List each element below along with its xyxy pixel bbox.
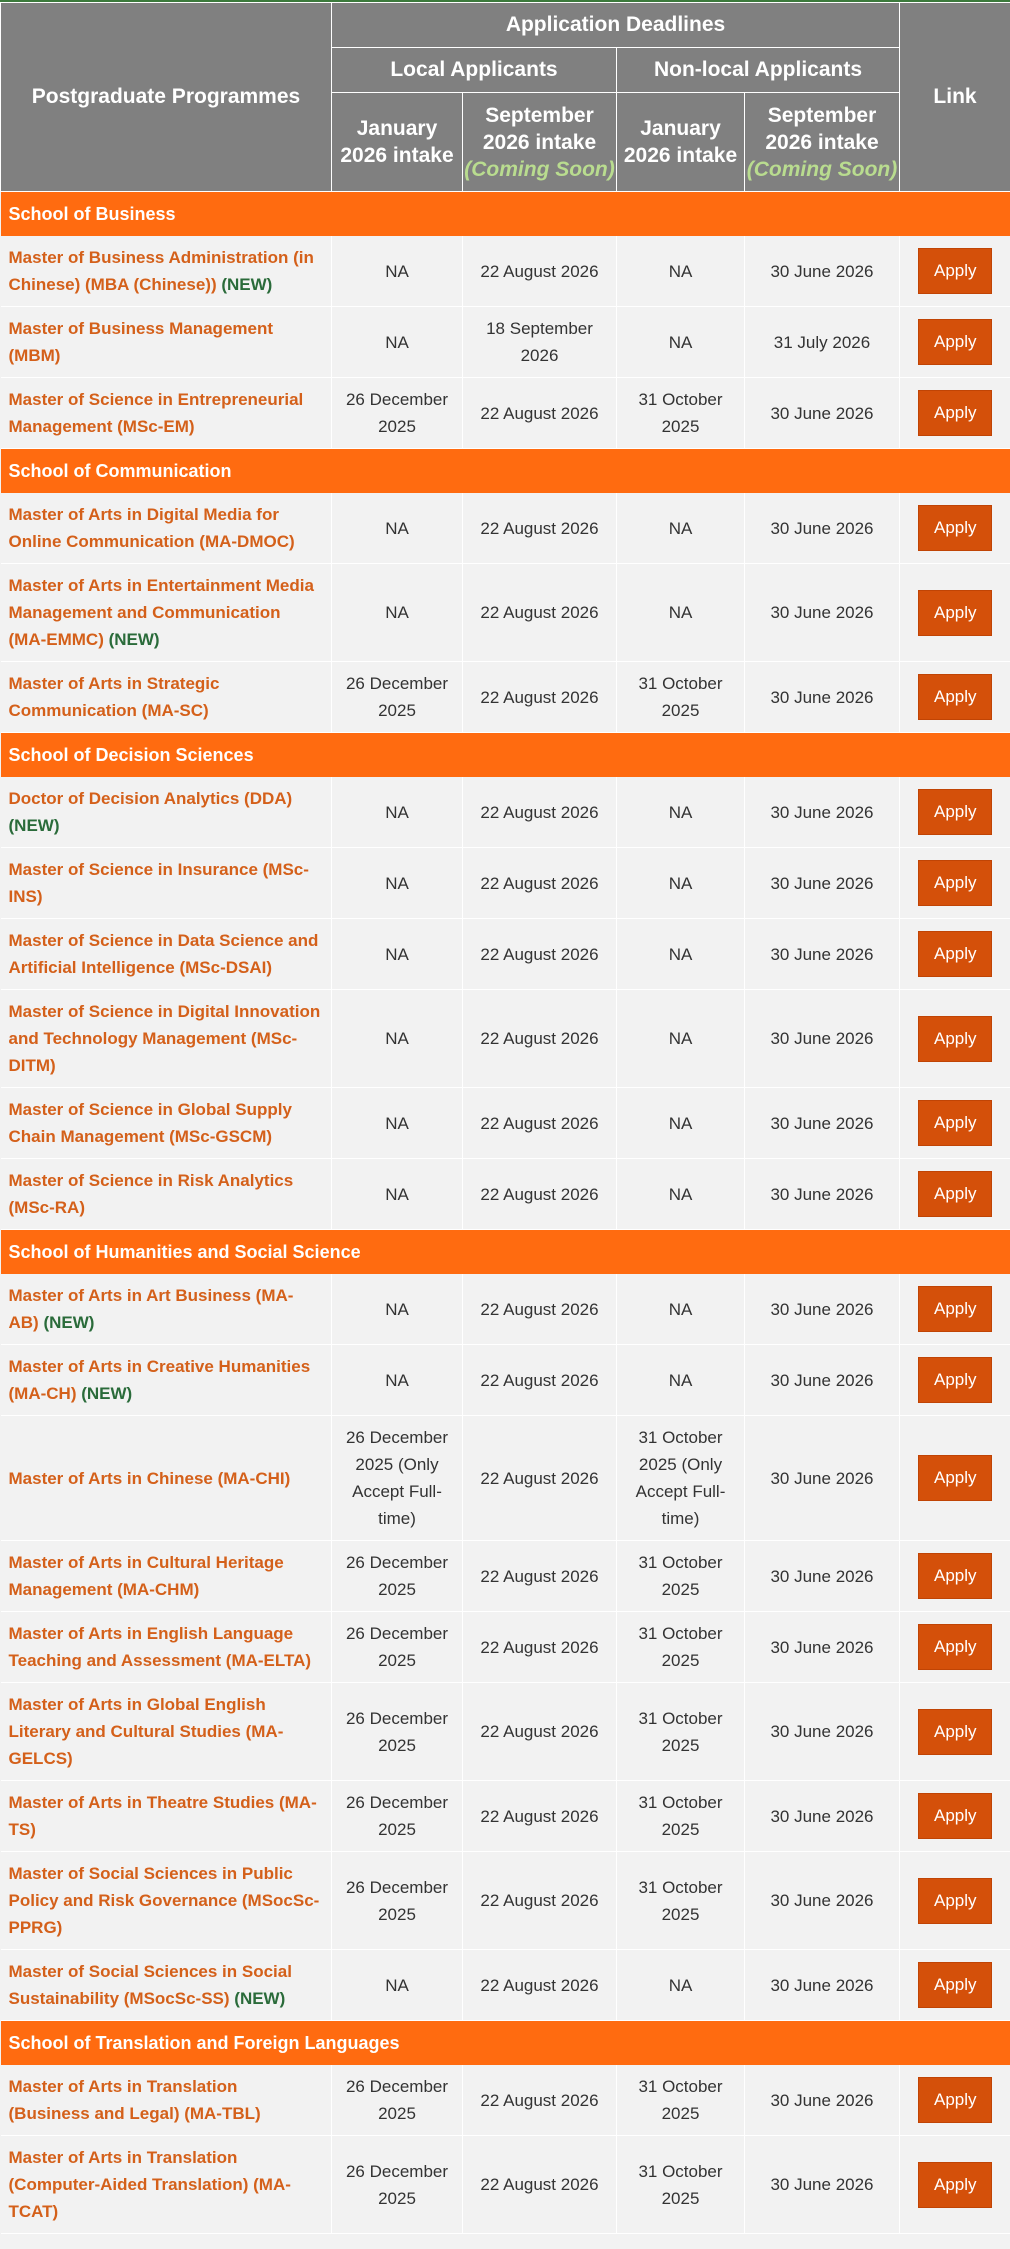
local-january-deadline: 26 December 2025 [332,1683,463,1781]
apply-button[interactable]: Apply [918,1286,992,1332]
nonlocal-september-deadline: 31 July 2026 [745,307,900,378]
programme-cell [1,2136,332,2234]
nonlocal-september-deadline: 30 June 2026 [745,1345,900,1416]
local-january-deadline: 26 December 2025 [332,378,463,449]
programme-link[interactable]: Master of Arts in Global English Literary and Cultural Studies (MA-GELCS) [8,1695,284,1768]
programme-link[interactable]: Master of Arts in Chinese (MA-CHI) [8,1468,291,1488]
link-cell [900,777,1010,848]
programme-cell [1,493,332,564]
nonlocal-january-deadline: 31 October 2025 [617,2136,745,2234]
local-january-deadline: 26 December 2025 [332,1541,463,1612]
header-nonlocal-september-intake: September 2026 intake (Coming Soon) [745,93,900,192]
local-january-deadline: NA [332,1088,463,1159]
programme-link[interactable]: Master of Arts in Digital Media for Online Communication (MA-DMOC) [8,505,295,551]
nonlocal-september-deadline: 30 June 2026 [745,1612,900,1683]
nonlocal-january-deadline: NA [617,848,745,919]
link-cell [900,2136,1010,2234]
link-cell [900,1950,1010,2021]
nonlocal-january-deadline: NA [617,493,745,564]
local-january-deadline: 26 December 2025 [332,2065,463,2136]
local-september-deadline: 22 August 2026 [463,848,617,919]
link-cell [900,307,1010,378]
link-cell [900,1781,1010,1852]
local-january-deadline: 26 December 2025 [332,662,463,733]
nonlocal-january-deadline: 31 October 2025 [617,1852,745,1950]
local-september-deadline: 22 August 2026 [463,2136,617,2234]
local-september-deadline: 22 August 2026 [463,564,617,662]
new-badge: (NEW) [221,275,273,294]
new-badge: (NEW) [81,1384,133,1403]
table-header [1,3,1010,192]
school-name: School of Communication [1,449,1010,494]
nonlocal-september-deadline: 30 June 2026 [745,1416,900,1541]
local-january-deadline: NA [332,564,463,662]
programme-link[interactable]: Master of Science in Entrepreneurial Management (MSc-EM) [8,390,304,436]
header-programmes: Postgraduate Programmes [1,3,332,192]
programme-link[interactable]: Master of Arts in English Language Teaching and Assessment (MA-ELTA) [8,1624,312,1670]
school-name: School of Humanities and Social Science [1,1230,1010,1275]
table-row [1,564,1010,662]
programme-link[interactable]: Master of Science in Digital Innovation and Technology Management (MSc-DITM) [8,1002,321,1075]
local-january-deadline: 26 December 2025 [332,1781,463,1852]
link-cell [900,1159,1010,1230]
programme-link[interactable]: Master of Science in Global Supply Chain Management (MSc-GSCM) [8,1100,292,1146]
apply-button[interactable]: Apply [918,1553,992,1599]
programme-link[interactable]: Master of Arts in Translation (Business and Legal) (MA-TBL) [8,2077,261,2123]
new-badge: (NEW) [43,1313,95,1332]
link-cell [900,564,1010,662]
programme-link[interactable]: Master of Business Administration (in Chinese) (MBA (Chinese)) [8,248,314,294]
table-row [1,777,1010,848]
local-september-deadline: 22 August 2026 [463,777,617,848]
school-name: School of Decision Sciences [1,733,1010,778]
nonlocal-january-deadline: NA [617,1088,745,1159]
local-september-deadline: 22 August 2026 [463,919,617,990]
table-row [1,848,1010,919]
programme-cell [1,1852,332,1950]
nonlocal-september-deadline: 30 June 2026 [745,1159,900,1230]
local-september-deadline: 18 September 2026 [463,307,617,378]
local-january-deadline: NA [332,1274,463,1345]
nonlocal-january-deadline: NA [617,777,745,848]
programme-link[interactable]: Master of Arts in Cultural Heritage Management (MA-CHM) [8,1553,284,1599]
header-application-deadlines: Application Deadlines [332,3,900,48]
link-cell [900,236,1010,307]
programme-link[interactable]: Master of Arts in Translation (Computer-Aided Translation) (MA-TCAT) [8,2148,291,2221]
local-january-deadline: NA [332,307,463,378]
nonlocal-september-deadline: 30 June 2026 [745,378,900,449]
programme-cell [1,1416,332,1541]
school-header-row [1,1230,1010,1275]
nonlocal-january-deadline: 31 October 2025 [617,1683,745,1781]
header-local-september-intake: September 2026 intake (Coming Soon) [463,93,617,192]
link-cell [900,919,1010,990]
link-cell [900,848,1010,919]
programme-cell [1,990,332,1088]
programme-link[interactable]: Master of Arts in Theatre Studies (MA-TS) [8,1793,317,1839]
programme-link[interactable]: Doctor of Decision Analytics (DDA) [8,789,293,808]
apply-button[interactable]: Apply [918,931,992,977]
nonlocal-september-deadline: 30 June 2026 [745,662,900,733]
header-local-january-intake: January 2026 intake [332,93,463,192]
nonlocal-january-deadline: NA [617,990,745,1088]
local-september-deadline: 22 August 2026 [463,493,617,564]
apply-button[interactable]: Apply [918,248,992,294]
local-january-deadline: NA [332,236,463,307]
programme-link[interactable]: Master of Arts in Art Business (MA-AB) [8,1286,294,1332]
programme-cell [1,1541,332,1612]
local-january-deadline: NA [332,1159,463,1230]
apply-button[interactable]: Apply [918,390,992,436]
programme-cell [1,662,332,733]
link-cell [900,662,1010,733]
nonlocal-september-deadline: 30 June 2026 [745,2136,900,2234]
programme-link[interactable]: Master of Science in Risk Analytics (MSc-RA) [8,1171,294,1217]
local-january-deadline: 26 December 2025 [332,1612,463,1683]
nonlocal-january-deadline: NA [617,1950,745,2021]
nonlocal-september-deadline: 30 June 2026 [745,1683,900,1781]
local-september-deadline: 22 August 2026 [463,1541,617,1612]
nonlocal-january-deadline: NA [617,1159,745,1230]
table-row [1,1781,1010,1852]
header-local-applicants: Local Applicants [332,48,617,93]
programme-link[interactable]: Master of Arts in Strategic Communication (MA-SC) [8,674,220,720]
local-september-deadline: 22 August 2026 [463,1088,617,1159]
local-january-deadline: 26 December 2025 [332,1852,463,1950]
local-september-deadline: 22 August 2026 [463,1612,617,1683]
apply-button[interactable]: Apply [918,2077,992,2123]
local-september-deadline: 22 August 2026 [463,1852,617,1950]
table-row [1,919,1010,990]
school-header-row [1,192,1010,237]
nonlocal-september-deadline: 30 June 2026 [745,1950,900,2021]
nonlocal-september-deadline: 30 June 2026 [745,2065,900,2136]
programme-cell [1,919,332,990]
apply-button[interactable]: Apply [918,1793,992,1839]
link-cell [900,1683,1010,1781]
table-row [1,307,1010,378]
new-badge: (NEW) [8,816,60,835]
programme-cell [1,848,332,919]
header-nonlocal-applicants: Non-local Applicants [617,48,900,93]
link-cell [900,378,1010,449]
link-cell [900,1612,1010,1683]
table-row [1,990,1010,1088]
apply-button[interactable]: Apply [918,505,992,551]
programme-cell [1,1683,332,1781]
local-september-deadline: 22 August 2026 [463,378,617,449]
local-september-deadline: 22 August 2026 [463,1159,617,1230]
link-cell [900,1541,1010,1612]
programme-cell [1,1612,332,1683]
table-row [1,1159,1010,1230]
local-september-deadline: 22 August 2026 [463,1781,617,1852]
nonlocal-september-deadline: 30 June 2026 [745,1852,900,1950]
school-header-row [1,449,1010,494]
table-body [1,192,1010,2234]
nonlocal-january-deadline: NA [617,1345,745,1416]
apply-button[interactable]: Apply [918,1100,992,1146]
apply-button[interactable]: Apply [918,1624,992,1670]
link-cell [900,1416,1010,1541]
programme-link[interactable]: Master of Social Sciences in Social Sustainability (MSocSc-SS) [8,1962,292,2008]
school-name: School of Business [1,192,1010,237]
nonlocal-january-deadline: 31 October 2025 [617,2065,745,2136]
table-row [1,1416,1010,1541]
programme-cell [1,1274,332,1345]
programme-cell [1,236,332,307]
nonlocal-january-deadline: NA [617,564,745,662]
table-row [1,1274,1010,1345]
table-row [1,2136,1010,2234]
nonlocal-september-deadline: 30 June 2026 [745,777,900,848]
programme-link[interactable]: Master of Science in Data Science and Artificial Intelligence (MSc-DSAI) [8,931,319,977]
programme-link[interactable]: Master of Social Sciences in Public Policy and Risk Governance (MSocSc-PPRG) [8,1864,320,1937]
apply-button[interactable]: Apply [918,789,992,835]
programme-cell [1,1088,332,1159]
apply-button[interactable]: Apply [918,860,992,906]
table-row [1,1612,1010,1683]
nonlocal-january-deadline: NA [617,307,745,378]
table-row [1,1345,1010,1416]
local-september-deadline: 22 August 2026 [463,2065,617,2136]
programme-cell [1,564,332,662]
table-row [1,378,1010,449]
local-january-deadline: NA [332,493,463,564]
nonlocal-september-deadline: 30 June 2026 [745,848,900,919]
nonlocal-september-deadline: 30 June 2026 [745,1088,900,1159]
programme-link[interactable]: Master of Business Management (MBM) [8,319,274,365]
table-row [1,662,1010,733]
apply-button[interactable]: Apply [918,1455,992,1501]
local-january-deadline: NA [332,919,463,990]
nonlocal-january-deadline: 31 October 2025 (Only Accept Full-time) [617,1416,745,1541]
deadlines-table [0,2,1010,2234]
nonlocal-january-deadline: 31 October 2025 [617,1612,745,1683]
nonlocal-january-deadline: 31 October 2025 [617,662,745,733]
coming-soon-label: (Coming Soon) [464,157,615,181]
table-row [1,2065,1010,2136]
apply-button[interactable]: Apply [918,1016,992,1062]
coming-soon-label: (Coming Soon) [746,157,898,181]
table-row [1,1683,1010,1781]
apply-button[interactable]: Apply [918,1171,992,1217]
programme-cell [1,1781,332,1852]
programme-link[interactable]: Master of Science in Insurance (MSc-INS) [8,860,309,906]
apply-button[interactable]: Apply [918,1357,992,1403]
nonlocal-september-deadline: 30 June 2026 [745,919,900,990]
school-header-row [1,733,1010,778]
local-september-deadline: 22 August 2026 [463,1345,617,1416]
link-cell [900,1088,1010,1159]
nonlocal-january-deadline: NA [617,919,745,990]
link-cell [900,493,1010,564]
table-row [1,1950,1010,2021]
header-nonlocal-january-intake: January 2026 intake [617,93,745,192]
new-badge: (NEW) [108,630,160,649]
new-badge: (NEW) [234,1989,286,2008]
apply-button[interactable]: Apply [918,1962,992,2008]
nonlocal-january-deadline: 31 October 2025 [617,378,745,449]
local-january-deadline: NA [332,990,463,1088]
table-row [1,493,1010,564]
local-september-deadline: 22 August 2026 [463,1683,617,1781]
link-cell [900,990,1010,1088]
local-january-deadline: NA [332,848,463,919]
header-link: Link [900,3,1010,192]
nonlocal-january-deadline: 31 October 2025 [617,1541,745,1612]
local-january-deadline: NA [332,777,463,848]
local-september-deadline: 22 August 2026 [463,1274,617,1345]
nonlocal-january-deadline: 31 October 2025 [617,1781,745,1852]
local-january-deadline: NA [332,1950,463,2021]
apply-button[interactable]: Apply [918,2162,992,2208]
nonlocal-january-deadline: NA [617,236,745,307]
link-cell [900,2065,1010,2136]
programme-cell [1,777,332,848]
apply-button[interactable]: Apply [918,1878,992,1924]
apply-button[interactable]: Apply [918,319,992,365]
programme-cell [1,1159,332,1230]
local-september-deadline: 22 August 2026 [463,236,617,307]
local-september-deadline: 22 August 2026 [463,662,617,733]
programme-link[interactable]: Master of Arts in Creative Humanities (MA-CH) [8,1357,311,1403]
nonlocal-september-deadline: 30 June 2026 [745,990,900,1088]
link-cell [900,1345,1010,1416]
table-row [1,1088,1010,1159]
local-september-deadline: 22 August 2026 [463,1416,617,1541]
nonlocal-september-deadline: 30 June 2026 [745,1781,900,1852]
nonlocal-september-deadline: 30 June 2026 [745,1541,900,1612]
programme-link[interactable]: Master of Arts in Entertainment Media Management and Communication (MA-EMMC) [8,576,314,649]
link-cell [900,1852,1010,1950]
nonlocal-january-deadline: NA [617,1274,745,1345]
programme-cell [1,1950,332,2021]
nonlocal-september-deadline: 30 June 2026 [745,493,900,564]
link-cell [900,1274,1010,1345]
nonlocal-september-deadline: 30 June 2026 [745,564,900,662]
programme-cell [1,2065,332,2136]
nonlocal-september-deadline: 30 June 2026 [745,236,900,307]
local-september-deadline: 22 August 2026 [463,990,617,1088]
programme-cell [1,1345,332,1416]
local-september-deadline: 22 August 2026 [463,1950,617,2021]
programme-cell [1,378,332,449]
school-header-row [1,2021,1010,2066]
apply-button[interactable]: Apply [918,674,992,720]
apply-button[interactable]: Apply [918,1709,992,1755]
table-row [1,236,1010,307]
local-january-deadline: 26 December 2025 (Only Accept Full-time) [332,1416,463,1541]
local-january-deadline: NA [332,1345,463,1416]
local-january-deadline: 26 December 2025 [332,2136,463,2234]
table-row [1,1541,1010,1612]
table-row [1,1852,1010,1950]
programme-cell [1,307,332,378]
apply-button[interactable]: Apply [918,590,992,636]
nonlocal-september-deadline: 30 June 2026 [745,1274,900,1345]
school-name: School of Translation and Foreign Languages [1,2021,1010,2066]
